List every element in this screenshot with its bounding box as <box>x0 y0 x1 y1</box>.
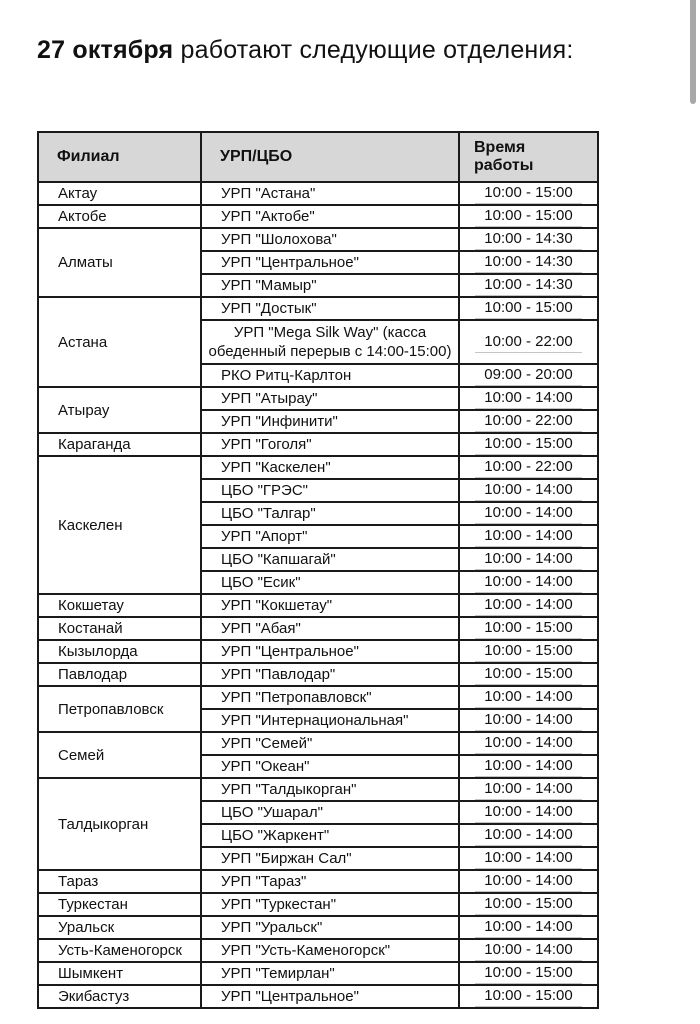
table-row <box>38 387 598 410</box>
hours-cell <box>459 251 598 274</box>
hours-cell <box>459 228 598 251</box>
branch-cell: Караганда <box>38 433 201 456</box>
table-row <box>38 228 598 251</box>
office-cell: ЦБО "Есик" <box>201 571 459 594</box>
hours-cell <box>459 182 598 205</box>
table-row <box>38 939 598 962</box>
hours-value: 10:00 - 15:00 <box>475 206 581 227</box>
table-row <box>38 732 598 755</box>
office-cell: УРП "Атырау" <box>201 387 459 410</box>
office-cell: УРП "Инфинити" <box>201 410 459 433</box>
hours-cell <box>459 320 598 364</box>
office-cell: УРП "Туркестан" <box>201 893 459 916</box>
hours-value: 10:00 - 14:30 <box>475 275 581 296</box>
branch-cell: Актобе <box>38 205 201 228</box>
hours-value: 10:00 - 15:00 <box>475 434 581 455</box>
hours-value: 10:00 - 14:00 <box>475 802 581 823</box>
hours-cell <box>459 594 598 617</box>
hours-cell <box>459 939 598 962</box>
hours-cell <box>459 732 598 755</box>
hours-value: 10:00 - 15:00 <box>475 183 581 204</box>
hours-cell <box>459 205 598 228</box>
table-row <box>38 985 598 1008</box>
hours-value: 10:00 - 14:00 <box>475 940 581 961</box>
hours-value: 10:00 - 14:00 <box>475 480 581 501</box>
hours-value: 10:00 - 14:00 <box>475 595 581 616</box>
hours-value: 09:00 - 20:00 <box>475 365 581 386</box>
hours-cell <box>459 847 598 870</box>
office-cell: УРП "Темирлан" <box>201 962 459 985</box>
hours-cell <box>459 525 598 548</box>
office-cell: ЦБО "ГРЭС" <box>201 479 459 502</box>
branch-cell: Астана <box>38 297 201 387</box>
table-row <box>38 962 598 985</box>
office-cell: ЦБО "Жаркент" <box>201 824 459 847</box>
office-cell: УРП "Центральное" <box>201 985 459 1008</box>
hours-cell <box>459 571 598 594</box>
hours-value: 10:00 - 14:00 <box>475 710 581 731</box>
hours-cell <box>459 479 598 502</box>
column-header-branch: Филиал <box>38 132 201 182</box>
office-cell: УРП "Биржан Сал" <box>201 847 459 870</box>
office-cell: УРП "Mega Silk Way" (касса обеденный перерыв с 14:00-15:00) <box>201 320 459 364</box>
title-text: работают следующие отделения: <box>173 36 574 64</box>
branch-cell: Атырау <box>38 387 201 433</box>
office-cell: УРП "Апорт" <box>201 525 459 548</box>
table-row <box>38 182 598 205</box>
table-row <box>38 433 598 456</box>
office-cell: УРП "Центральное" <box>201 251 459 274</box>
column-header-hours: Время работы <box>459 132 598 182</box>
branch-cell: Семей <box>38 732 201 778</box>
office-cell: РКО Ритц-Карлтон <box>201 364 459 387</box>
hours-value: 10:00 - 14:00 <box>475 503 581 524</box>
branch-cell: Каскелен <box>38 456 201 594</box>
office-cell: УРП "Талдыкорган" <box>201 778 459 801</box>
hours-value: 10:00 - 14:00 <box>475 848 581 869</box>
table-row <box>38 594 598 617</box>
office-cell: УРП "Кокшетау" <box>201 594 459 617</box>
hours-cell <box>459 824 598 847</box>
table-row <box>38 640 598 663</box>
hours-value: 10:00 - 22:00 <box>475 411 581 432</box>
hours-cell <box>459 410 598 433</box>
hours-cell <box>459 916 598 939</box>
hours-value: 10:00 - 22:00 <box>475 332 581 353</box>
hours-cell <box>459 985 598 1008</box>
office-cell: УРП "Тараз" <box>201 870 459 893</box>
office-cell: УРП "Каскелен" <box>201 456 459 479</box>
hours-cell <box>459 502 598 525</box>
office-cell: УРП "Абая" <box>201 617 459 640</box>
branch-schedule-table <box>37 131 599 1009</box>
branch-cell: Кызылорда <box>38 640 201 663</box>
hours-cell <box>459 297 598 320</box>
office-cell: УРП "Петропавловск" <box>201 686 459 709</box>
hours-value: 10:00 - 14:00 <box>475 871 581 892</box>
branch-cell: Актау <box>38 182 201 205</box>
branch-cell: Усть-Каменогорск <box>38 939 201 962</box>
branch-cell: Тараз <box>38 870 201 893</box>
hours-cell <box>459 548 598 571</box>
hours-cell <box>459 640 598 663</box>
office-cell: УРП "Шолохова" <box>201 228 459 251</box>
hours-value: 10:00 - 15:00 <box>475 664 581 685</box>
hours-value: 10:00 - 15:00 <box>475 986 581 1007</box>
office-cell: УРП "Павлодар" <box>201 663 459 686</box>
branch-cell: Петропавловск <box>38 686 201 732</box>
branch-cell: Талдыкорган <box>38 778 201 870</box>
table-row <box>38 870 598 893</box>
hours-value: 10:00 - 15:00 <box>475 618 581 639</box>
table-row <box>38 297 598 320</box>
hours-value: 10:00 - 22:00 <box>475 457 581 478</box>
office-cell: УРП "Усть-Каменогорск" <box>201 939 459 962</box>
table-row <box>38 686 598 709</box>
table-row <box>38 916 598 939</box>
office-cell: УРП "Уральск" <box>201 916 459 939</box>
hours-cell <box>459 755 598 778</box>
hours-value: 10:00 - 15:00 <box>475 963 581 984</box>
hours-cell <box>459 617 598 640</box>
hours-value: 10:00 - 14:00 <box>475 687 581 708</box>
hours-cell <box>459 274 598 297</box>
table-body <box>38 182 598 1008</box>
hours-value: 10:00 - 14:00 <box>475 779 581 800</box>
hours-value: 10:00 - 14:00 <box>475 825 581 846</box>
hours-cell <box>459 663 598 686</box>
hours-value: 10:00 - 14:30 <box>475 252 581 273</box>
hours-cell <box>459 364 598 387</box>
branch-cell: Уральск <box>38 916 201 939</box>
office-cell: ЦБО "Талгар" <box>201 502 459 525</box>
hours-value: 10:00 - 14:00 <box>475 572 581 593</box>
hours-value: 10:00 - 14:00 <box>475 549 581 570</box>
page-title <box>37 36 573 65</box>
branch-cell: Алматы <box>38 228 201 297</box>
office-cell: ЦБО "Ушарал" <box>201 801 459 824</box>
table-row <box>38 205 598 228</box>
schedule-table-container <box>37 131 599 1009</box>
branch-cell: Костанай <box>38 617 201 640</box>
hours-value: 10:00 - 15:00 <box>475 641 581 662</box>
hours-value: 10:00 - 14:00 <box>475 526 581 547</box>
table-row <box>38 617 598 640</box>
table-row <box>38 778 598 801</box>
hours-cell <box>459 709 598 732</box>
office-cell: УРП "Центральное" <box>201 640 459 663</box>
title-date: 27 октября <box>37 36 174 64</box>
hours-cell <box>459 962 598 985</box>
office-cell: УРП "Семей" <box>201 732 459 755</box>
hours-value: 10:00 - 14:00 <box>475 733 581 754</box>
hours-value: 10:00 - 14:00 <box>475 388 581 409</box>
hours-value: 10:00 - 14:00 <box>475 917 581 938</box>
office-cell: УРП "Океан" <box>201 755 459 778</box>
hours-cell <box>459 893 598 916</box>
table-row <box>38 893 598 916</box>
office-cell: ЦБО "Капшагай" <box>201 548 459 571</box>
branch-cell: Туркестан <box>38 893 201 916</box>
hours-cell <box>459 686 598 709</box>
scrollbar-thumb[interactable] <box>690 0 696 104</box>
branch-cell: Шымкент <box>38 962 201 985</box>
office-cell: УРП "Гоголя" <box>201 433 459 456</box>
table-row <box>38 456 598 479</box>
column-header-office: УРП/ЦБО <box>201 132 459 182</box>
office-cell: УРП "Интернациональная" <box>201 709 459 732</box>
table-header-row <box>38 132 598 182</box>
hours-cell <box>459 801 598 824</box>
branch-cell: Кокшетау <box>38 594 201 617</box>
office-cell: УРП "Астана" <box>201 182 459 205</box>
hours-cell <box>459 870 598 893</box>
office-cell: УРП "Мамыр" <box>201 274 459 297</box>
hours-cell <box>459 433 598 456</box>
hours-value: 10:00 - 14:00 <box>475 756 581 777</box>
branch-cell: Павлодар <box>38 663 201 686</box>
hours-value: 10:00 - 15:00 <box>475 298 581 319</box>
hours-value: 10:00 - 14:30 <box>475 229 581 250</box>
hours-cell <box>459 778 598 801</box>
office-cell: УРП "Актобе" <box>201 205 459 228</box>
office-cell: УРП "Достык" <box>201 297 459 320</box>
hours-value: 10:00 - 15:00 <box>475 894 581 915</box>
hours-cell <box>459 456 598 479</box>
hours-cell <box>459 387 598 410</box>
branch-cell: Экибастуз <box>38 985 201 1008</box>
table-row <box>38 663 598 686</box>
